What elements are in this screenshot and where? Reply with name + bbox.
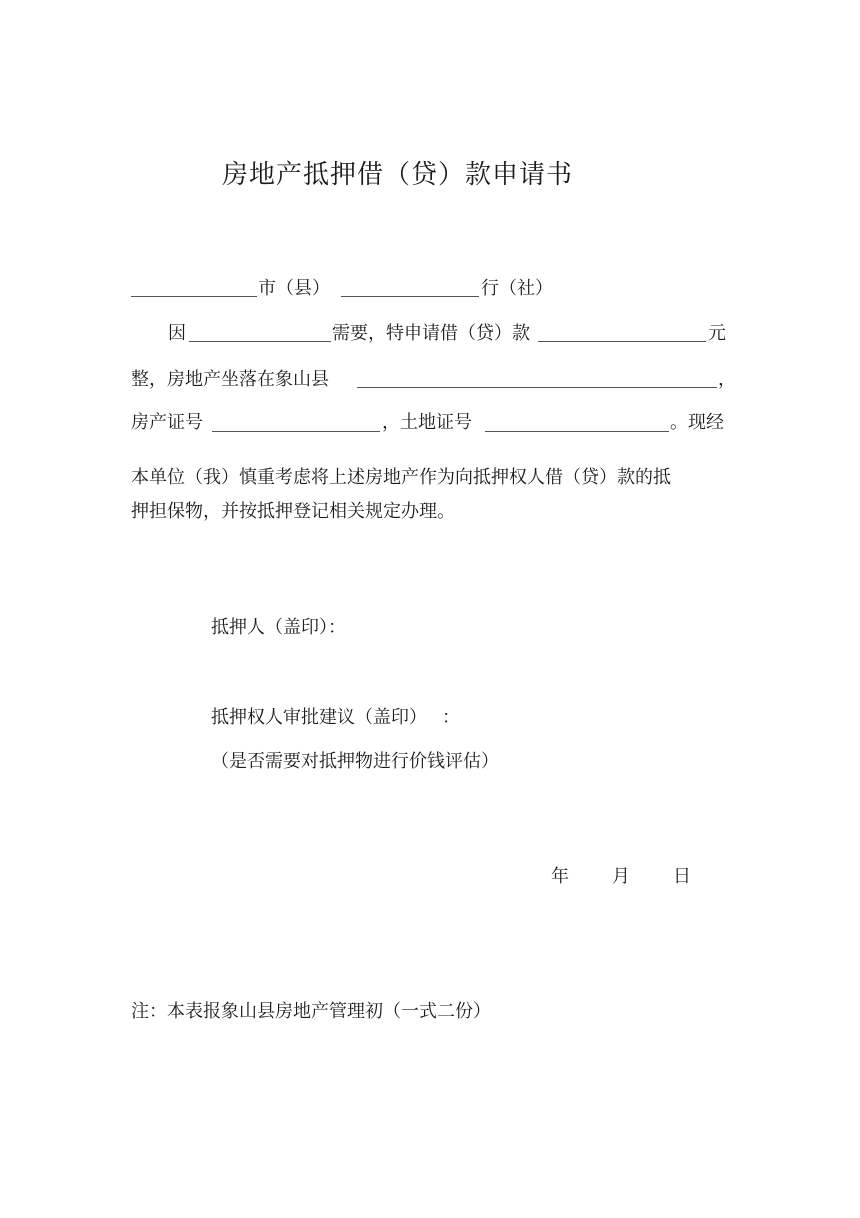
bank-blank[interactable] <box>341 296 479 297</box>
location-text: 整，房地产坐落在象山县 <box>131 369 329 390</box>
property-cert-blank[interactable] <box>212 431 380 432</box>
location-blank[interactable] <box>357 387 717 388</box>
mortgagee-approval-colon: ： <box>442 707 460 728</box>
document-title: 房地产抵押借（贷）款申请书 <box>222 160 574 190</box>
city-blank[interactable] <box>131 296 257 297</box>
bank-label: 行（社） <box>481 278 553 299</box>
date-month: 月 <box>612 866 630 887</box>
statement-line1: 本单位（我）慎重考虑将上述房地产作为向抵押权人借（贷）款的抵 <box>131 467 671 488</box>
loan-request-text: 需要，特申请借（贷）款 <box>332 323 530 344</box>
statement-line2: 押担保物，并按抵押登记相关规定办理。 <box>131 501 455 522</box>
land-cert-blank[interactable] <box>485 431 669 432</box>
reason-blank[interactable] <box>189 341 331 342</box>
amount-unit: 元 <box>708 323 726 344</box>
valuation-note: （是否需要对抵押物进行价钱评估） <box>211 751 499 772</box>
mortgagor-seal-label: 抵押人（盖印）： <box>211 617 346 638</box>
line4-end: 。现经 <box>670 412 724 433</box>
reason-prefix: 因 <box>168 323 186 344</box>
footnote: 注：本表报象山县房地产管理初（一式二份） <box>131 1001 491 1022</box>
location-end: ， <box>718 369 736 390</box>
city-label: 市（县） <box>258 278 330 299</box>
amount-blank[interactable] <box>538 341 706 342</box>
mortgagee-approval-label: 抵押权人审批建议（盖印） <box>211 707 427 728</box>
property-cert-label: 房产证号 <box>131 412 203 433</box>
date-day: 日 <box>673 866 691 887</box>
date-year: 年 <box>551 866 569 887</box>
land-cert-label: ，土地证号 <box>382 412 472 433</box>
